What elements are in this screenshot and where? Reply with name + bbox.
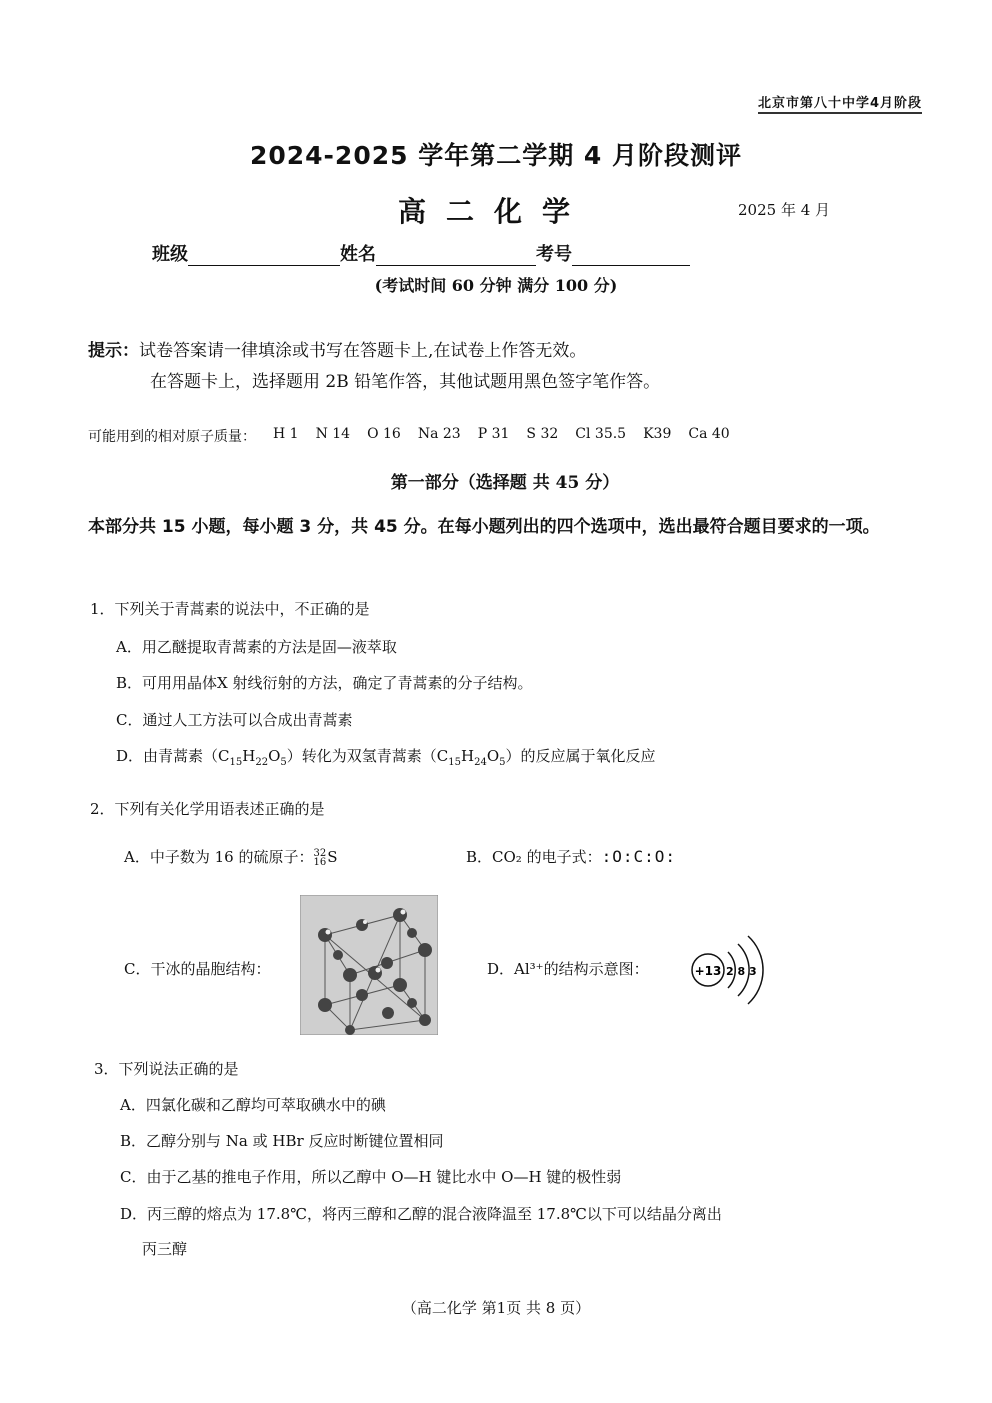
mass-item: P 31: [477, 426, 510, 442]
mass-item: S 32: [526, 426, 559, 442]
mass-item: Na 23: [417, 426, 461, 442]
mass-item: H 1: [273, 426, 299, 442]
mass-item: Ca 40: [688, 426, 730, 442]
mass-item: Cl 35.5: [575, 426, 627, 442]
q1-d-sub: 15: [229, 757, 243, 768]
tips-line-2: 在答题卡上，选择题用 2B 铅笔作答，其他试题用黑色签字笔作答。: [150, 372, 661, 392]
q1-d-text: D．由青蒿素（C: [116, 747, 230, 765]
q3-option-b: B．乙醇分别与 Na 或 HBr 反应时断键位置相同: [120, 1132, 444, 1150]
q1-option-a: A．用乙醚提取青蒿素的方法是固—液萃取: [116, 638, 397, 656]
q1-d-text: O: [268, 747, 281, 765]
isotope-notation: [313, 849, 326, 867]
q2-option-c: C．干冰的晶胞结构：: [124, 960, 271, 978]
q3-option-a: A．四氯化碳和乙醇均可萃取碘水中的碘: [120, 1096, 386, 1114]
atomic-number: 16: [313, 857, 327, 868]
q1-d-sub: 5: [280, 757, 287, 768]
q2-stem: 2．下列有关化学用语表述正确的是: [90, 800, 325, 818]
q3-option-d-line2: 丙三醇: [142, 1240, 188, 1258]
q2-option-a: [124, 846, 337, 867]
q2-option-d: D．Al³⁺的结构示意图：: [487, 960, 649, 978]
page-footer: （高二化学 第1页 共 8 页）: [401, 1299, 591, 1317]
tips-line-1: 试卷答案请一律填涂或书写在答题卡上,在试卷上作答无效。: [139, 341, 587, 361]
q2-b-text: B．CO₂ 的电子式：: [466, 848, 602, 866]
class-label: 班级: [152, 244, 188, 265]
subject-title: 高二化学: [398, 195, 591, 228]
q1-option-b: B．可用用晶体X 射线衍射的方法，确定了青蒿素的分子结构。: [116, 674, 533, 692]
dry-ice-unit-cell-image: [300, 895, 438, 1035]
class-blank[interactable]: [188, 245, 340, 266]
element-symbol: S: [327, 848, 338, 866]
q1-d-sub: 15: [448, 757, 461, 768]
exam-info: (考试时间 60 分钟 满分 100 分): [374, 276, 618, 295]
exam-title: 2024-2025 学年第二学期 4 月阶段测评: [249, 141, 743, 170]
q1-d-text: ）的反应属于氧化反应: [505, 747, 656, 765]
q3-option-c: C．由于乙基的推电子作用，所以乙醇中 O—H 键比水中 O—H 键的极性弱: [120, 1168, 622, 1186]
q1-option-c: C．通过人工方法可以合成出青蒿素: [116, 711, 353, 729]
part1-title: 第一部分（选择题 共 45 分）: [390, 473, 620, 493]
q1-d-sub: 5: [499, 757, 506, 768]
q3-option-d-line1: D．丙三醇的熔点为 17.8℃，将丙三醇和乙醇的混合液降温至 17.8℃以下可以结晶分离出: [120, 1205, 722, 1223]
mass-item: O 16: [367, 426, 401, 442]
mass-number: 32: [313, 848, 327, 859]
q1-d-text: O: [486, 747, 500, 765]
tips-label: 提示：: [88, 341, 139, 361]
q1-d-sub: 24: [474, 757, 487, 768]
q1-d-sub: 22: [255, 757, 269, 768]
q1-d-text: H: [242, 747, 256, 765]
atomic-masses-label: 可能用到的相对原子质量：: [88, 429, 256, 445]
mass-item: K39: [643, 426, 672, 442]
q2-a-text: A．中子数为 16 的硫原子：: [124, 848, 314, 866]
part1-description: 本部分共 15 小题，每小题 3 分，共 45 分。在每小题列出的四个选项中，选出最符合题目要求的一项。: [88, 517, 880, 537]
name-blank[interactable]: [376, 245, 536, 266]
q1-option-d: [116, 745, 656, 768]
exam-date: 2025 年 4 月: [738, 201, 831, 219]
nucleus-label: +13: [694, 964, 722, 978]
atomic-masses: [88, 426, 747, 446]
al3-structure-diagram: [686, 930, 766, 1010]
q1-stem: 1．下列关于青蒿素的说法中，不正确的是: [90, 600, 370, 618]
shell-electrons: 2 8 3: [726, 965, 757, 978]
school-tag: 北京市第八十中学4月阶段: [758, 92, 922, 114]
q2-option-b: [466, 846, 676, 867]
q3-stem: 3．下列说法正确的是: [94, 1060, 239, 1078]
tips: [88, 336, 660, 398]
mass-item: N 14: [315, 426, 351, 442]
q1-d-text: ）转化为双氢青蒿素（C: [286, 747, 449, 765]
co2-electron-formula: :O:C:O:: [601, 847, 677, 866]
exam-no-blank[interactable]: [572, 245, 690, 266]
name-label: 姓名: [340, 244, 376, 265]
q1-d-text: H: [460, 747, 475, 765]
exam-no-label: 考号: [536, 244, 572, 265]
student-info-fields: [152, 240, 690, 266]
